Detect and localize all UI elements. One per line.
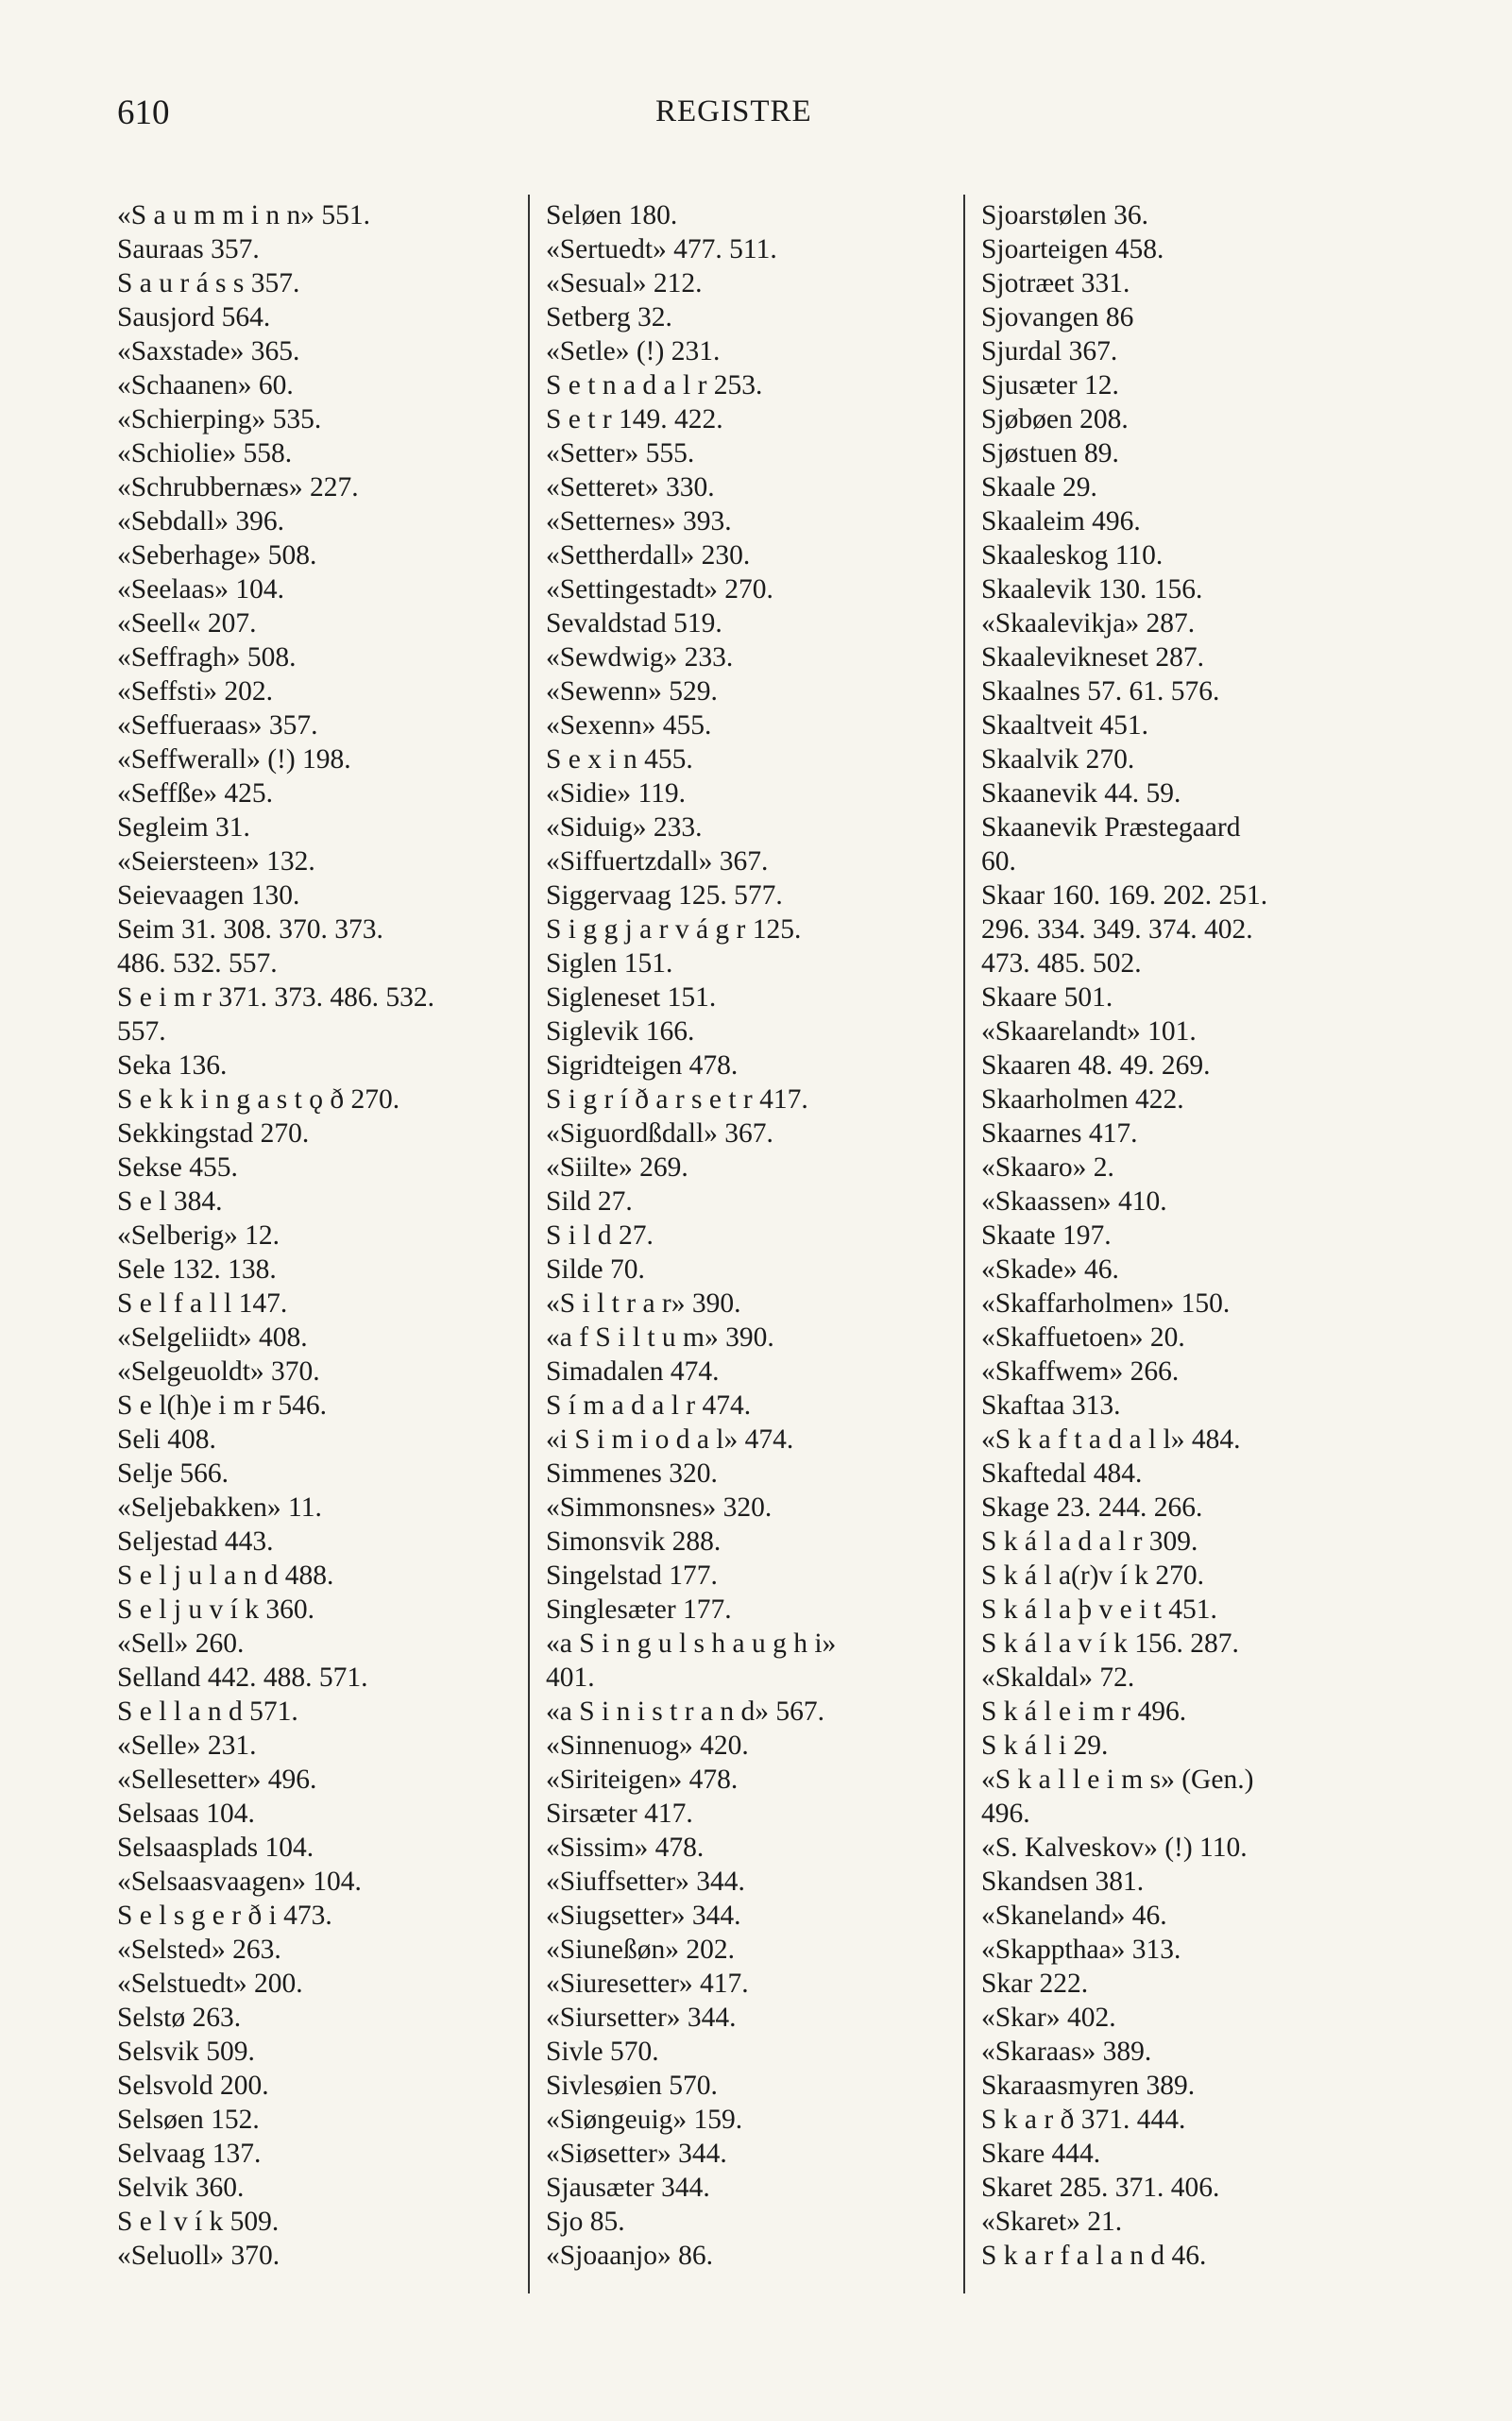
index-entry: «Siuresetter» 417. bbox=[546, 1969, 749, 1999]
index-entry: S í m a d a l r 474. bbox=[546, 1390, 752, 1421]
index-entry: Selje 566. bbox=[117, 1458, 229, 1489]
index-entry: Skaarholmen 422. bbox=[981, 1084, 1184, 1115]
index-entry: Sivlesøien 570. bbox=[546, 2071, 718, 2101]
column-divider bbox=[528, 195, 530, 2293]
index-entry: «a S i n i s t r a n d» 567. bbox=[546, 1696, 824, 1727]
index-entry: «Seluoll» 370. bbox=[117, 2241, 280, 2271]
index-entry: «Skaldal» 72. bbox=[981, 1662, 1135, 1693]
index-entry-continuation: 401. bbox=[546, 1662, 595, 1693]
index-entry: «Sesual» 212. bbox=[546, 268, 703, 298]
index-entry: Simmenes 320. bbox=[546, 1458, 718, 1489]
index-entry: S e l f a l l 147. bbox=[117, 1288, 288, 1319]
index-entry: «Saxstade» 365. bbox=[117, 336, 300, 367]
index-entry: «Sewenn» 529. bbox=[546, 676, 718, 707]
index-entry: S k á l a(r)v í k 270. bbox=[981, 1560, 1204, 1591]
index-entry: S e l l a n d 571. bbox=[117, 1696, 298, 1727]
index-entry: «Settherdall» 230. bbox=[546, 540, 751, 571]
index-entry: Sjovangen 86 bbox=[981, 302, 1134, 332]
index-entry: S k á l a v í k 156. 287. bbox=[981, 1628, 1239, 1659]
index-entry: «Siursetter» 344. bbox=[546, 2003, 737, 2033]
index-entry: «Seffragh» 508. bbox=[117, 642, 297, 673]
index-entry: Selstø 263. bbox=[117, 2003, 242, 2033]
index-entry: Seievaagen 130. bbox=[117, 880, 300, 911]
index-entry: Sele 132. 138. bbox=[117, 1254, 277, 1285]
index-entry: S k á l a þ v e i t 451. bbox=[981, 1594, 1217, 1625]
index-entry: «Skaassen» 410. bbox=[981, 1186, 1167, 1217]
index-entry-continuation: 557. bbox=[117, 1016, 166, 1047]
index-entry: «Schiolie» 558. bbox=[117, 438, 293, 469]
index-entry: Skaraasmyren 389. bbox=[981, 2071, 1196, 2101]
index-entry: S e l s g e r ð i 473. bbox=[117, 1901, 332, 1931]
index-entry: S k a r ð 371. 444. bbox=[981, 2105, 1186, 2135]
index-entry: «Schrubbernæs» 227. bbox=[117, 472, 359, 503]
index-entry: «Skaaro» 2. bbox=[981, 1152, 1114, 1183]
index-entry: Siglevik 166. bbox=[546, 1016, 695, 1047]
index-entry: «Seell« 207. bbox=[117, 608, 257, 639]
index-entry: «Skar» 402. bbox=[981, 2003, 1116, 2033]
index-entry: Sjoarstølen 36. bbox=[981, 200, 1148, 230]
index-entry: «Skaneland» 46. bbox=[981, 1901, 1167, 1931]
index-entry: Singlesæter 177. bbox=[546, 1594, 732, 1625]
index-entry: Sekkingstad 270. bbox=[117, 1118, 310, 1149]
index-entry: Siggervaag 125. 577. bbox=[546, 880, 783, 911]
index-entry: Selland 442. 488. 571. bbox=[117, 1662, 368, 1693]
index-entry: S e k k i n g a s t ǫ ð 270. bbox=[117, 1084, 400, 1115]
index-entry: «Schaanen» 60. bbox=[117, 370, 294, 401]
index-entry: Silde 70. bbox=[546, 1254, 645, 1285]
index-entry: «i S i m i o d a l» 474. bbox=[546, 1424, 794, 1455]
index-entry: Skaar 160. 169. 202. 251. bbox=[981, 880, 1268, 911]
index-entry: S e l 384. bbox=[117, 1186, 223, 1217]
index-entry: «Skaraas» 389. bbox=[981, 2037, 1152, 2067]
index-entry: «Skappthaa» 313. bbox=[981, 1935, 1181, 1965]
index-entry: «Sidie» 119. bbox=[546, 778, 687, 809]
index-entry: S e t r 149. 422. bbox=[546, 404, 723, 435]
index-entry: Sauraas 357. bbox=[117, 234, 260, 264]
index-entry: «Seffwerall» (!) 198. bbox=[117, 744, 351, 775]
index-entry: Skaaltveit 451. bbox=[981, 710, 1148, 741]
index-entry: «Setle» (!) 231. bbox=[546, 336, 721, 367]
index-entry: Skaanevik 44. 59. bbox=[981, 778, 1181, 809]
index-entry: S k á l e i m r 496. bbox=[981, 1696, 1187, 1727]
index-entry: Selsaas 104. bbox=[117, 1799, 255, 1829]
index-entry: «Skade» 46. bbox=[981, 1254, 1119, 1285]
index-entry: Sausjord 564. bbox=[117, 302, 271, 332]
page-number: 610 bbox=[117, 94, 170, 132]
index-entry: Seka 136. bbox=[117, 1050, 228, 1081]
index-entry: Selvik 360. bbox=[117, 2173, 245, 2203]
index-entry: Skare 444. bbox=[981, 2139, 1101, 2169]
index-entry: Simadalen 474. bbox=[546, 1356, 720, 1387]
index-entry: «Sissim» 478. bbox=[546, 1833, 705, 1863]
index-entry: Sivle 570. bbox=[546, 2037, 659, 2067]
index-entry: Skage 23. 244. 266. bbox=[981, 1492, 1203, 1523]
index-entry: S k á l a d a l r 309. bbox=[981, 1526, 1198, 1557]
index-entry: Siglen 151. bbox=[546, 948, 673, 979]
index-entry: Sjotræet 331. bbox=[981, 268, 1130, 298]
index-entry: «Seffsti» 202. bbox=[117, 676, 273, 707]
index-entry: «Sertuedt» 477. 511. bbox=[546, 234, 777, 264]
index-entry: «Selberig» 12. bbox=[117, 1220, 280, 1251]
index-entry: «Skaarelandt» 101. bbox=[981, 1016, 1197, 1047]
index-entry: Skaate 197. bbox=[981, 1220, 1112, 1251]
index-entry: Skar 222. bbox=[981, 1969, 1089, 1999]
index-entry: «Seffße» 425. bbox=[117, 778, 273, 809]
index-entry: «Skaffarholmen» 150. bbox=[981, 1288, 1231, 1319]
index-entry: Skaftaa 313. bbox=[981, 1390, 1121, 1421]
index-entry: Skaale 29. bbox=[981, 472, 1097, 503]
index-entry: Skaftedal 484. bbox=[981, 1458, 1143, 1489]
index-entry: «Siilte» 269. bbox=[546, 1152, 688, 1183]
index-entry: Simonsvik 288. bbox=[546, 1526, 722, 1557]
index-entry: Skaarnes 417. bbox=[981, 1118, 1138, 1149]
index-entry-continuation: 496. bbox=[981, 1799, 1030, 1829]
index-entry: «Simmonsnes» 320. bbox=[546, 1492, 773, 1523]
index-entry: «Seiersteen» 132. bbox=[117, 846, 315, 877]
index-entry: «Settingestadt» 270. bbox=[546, 574, 773, 605]
index-entry: Sjøbøen 208. bbox=[981, 404, 1129, 435]
index-entry: «S. Kalveskov» (!) 110. bbox=[981, 1833, 1248, 1863]
index-entry: «Selle» 231. bbox=[117, 1731, 257, 1761]
index-entry: «Seffueraas» 357. bbox=[117, 710, 318, 741]
index-entry: Sirsæter 417. bbox=[546, 1799, 693, 1829]
index-entry: «S i l t r a r» 390. bbox=[546, 1288, 741, 1319]
index-entry: Selsvold 200. bbox=[117, 2071, 269, 2101]
index-entry: «Skaret» 21. bbox=[981, 2207, 1123, 2237]
index-entry-continuation: 296. 334. 349. 374. 402. bbox=[981, 914, 1253, 945]
index-entry: Skaalevikneset 287. bbox=[981, 642, 1204, 673]
index-entry: «Siriteigen» 478. bbox=[546, 1765, 739, 1795]
index-entry: S i l d 27. bbox=[546, 1220, 654, 1251]
index-entry: «Siuffsetter» 344. bbox=[546, 1867, 745, 1897]
index-entry: «Skaalevikja» 287. bbox=[981, 608, 1196, 639]
page-header bbox=[117, 93, 1383, 149]
index-entry: Selsvik 509. bbox=[117, 2037, 255, 2067]
index-entry: S i g g j a r v á g r 125. bbox=[546, 914, 802, 945]
index-entry: «Siduig» 233. bbox=[546, 812, 703, 843]
index-entry: Seli 408. bbox=[117, 1424, 216, 1455]
index-entry: Skaaleim 496. bbox=[981, 506, 1141, 537]
index-entry: Segleim 31. bbox=[117, 812, 250, 843]
index-entry: S a u r á s s 357. bbox=[117, 268, 300, 298]
index-entry: «Selgeuoldt» 370. bbox=[117, 1356, 320, 1387]
index-entry: «a S i n g u l s h a u g h i» bbox=[546, 1628, 837, 1659]
index-entry: «Sell» 260. bbox=[117, 1628, 245, 1659]
index-entry: Skaaren 48. 49. 269. bbox=[981, 1050, 1211, 1081]
index-entry: S e l(h)e i m r 546. bbox=[117, 1390, 328, 1421]
index-entry: Sevaldstad 519. bbox=[546, 608, 722, 639]
index-entry: Skaanevik Præstegaard bbox=[981, 812, 1241, 843]
index-entry: «Siguordßdall» 367. bbox=[546, 1118, 773, 1149]
index-entry: S e i m r 371. 373. 486. 532. bbox=[117, 982, 434, 1013]
index-entry: Sild 27. bbox=[546, 1186, 633, 1217]
index-entry: «Sjoaanjo» 86. bbox=[546, 2241, 713, 2271]
index-entry: «Setternes» 393. bbox=[546, 506, 732, 537]
index-column-3 bbox=[981, 198, 1397, 2273]
index-entry: S e l j u l a n d 488. bbox=[117, 1560, 334, 1591]
index-entry: Selsaasplads 104. bbox=[117, 1833, 314, 1863]
index-column-1 bbox=[117, 198, 514, 2273]
index-entry: «S k a f t a d a l l» 484. bbox=[981, 1424, 1241, 1455]
index-entry: S k a r f a l a n d 46. bbox=[981, 2241, 1207, 2271]
index-entry: Sjøstuen 89. bbox=[981, 438, 1119, 469]
index-entry: S e l v í k 509. bbox=[117, 2207, 280, 2237]
index-entry-continuation: 60. bbox=[981, 846, 1016, 877]
index-entry: Skandsen 381. bbox=[981, 1867, 1145, 1897]
index-entry: «Selsted» 263. bbox=[117, 1935, 281, 1965]
index-entry: Skaalevik 130. 156. bbox=[981, 574, 1203, 605]
index-entry: Skaare 501. bbox=[981, 982, 1113, 1013]
index-entry: Selsøen 152. bbox=[117, 2105, 260, 2135]
index-entry: «Sebdall» 396. bbox=[117, 506, 284, 537]
index-entry-continuation: 486. 532. 557. bbox=[117, 948, 278, 979]
index-entry: Seløen 180. bbox=[546, 200, 678, 230]
index-entry: S e l j u v í k 360. bbox=[117, 1594, 314, 1625]
index-entry: Selvaag 137. bbox=[117, 2139, 262, 2169]
index-column-2 bbox=[546, 198, 943, 2273]
index-entry: Setberg 32. bbox=[546, 302, 672, 332]
index-entry: «Siøngeuig» 159. bbox=[546, 2105, 743, 2135]
column-divider bbox=[963, 195, 965, 2293]
index-entry: «a f S i l t u m» 390. bbox=[546, 1322, 774, 1353]
index-entry: Skaalnes 57. 61. 576. bbox=[981, 676, 1220, 707]
index-entry: Skaret 285. 371. 406. bbox=[981, 2173, 1220, 2203]
index-entry: S e x i n 455. bbox=[546, 744, 693, 775]
index-entry: «S k a l l e i m s» (Gen.) bbox=[981, 1765, 1254, 1795]
index-entry: «Skaffuetoen» 20. bbox=[981, 1322, 1185, 1353]
index-entry: «Selsaasvaagen» 104. bbox=[117, 1867, 362, 1897]
index-entry: «Sewdwig» 233. bbox=[546, 642, 734, 673]
index-entry: S k á l i 29. bbox=[981, 1731, 1109, 1761]
index-entry: «Siugsetter» 344. bbox=[546, 1901, 741, 1931]
index-entry: Seljestad 443. bbox=[117, 1526, 274, 1557]
index-entry: Sjusæter 12. bbox=[981, 370, 1119, 401]
index-entry: Sjurdal 367. bbox=[981, 336, 1118, 367]
index-entry-continuation: 473. 485. 502. bbox=[981, 948, 1142, 979]
index-entry: «Selstuedt» 200. bbox=[117, 1969, 303, 1999]
index-entry: Sjausæter 344. bbox=[546, 2173, 710, 2203]
index-entry: «Seberhage» 508. bbox=[117, 540, 317, 571]
index-entry: «Schierping» 535. bbox=[117, 404, 322, 435]
running-title: REGISTRE bbox=[655, 94, 812, 128]
index-entry: S e t n a d a l r 253. bbox=[546, 370, 763, 401]
index-entry: «Seelaas» 104. bbox=[117, 574, 284, 605]
index-entry: Sigridteigen 478. bbox=[546, 1050, 739, 1081]
index-entry: «Siuneßøn» 202. bbox=[546, 1935, 735, 1965]
index-entry: «Siffuertzdall» 367. bbox=[546, 846, 769, 877]
index-entry: «Selgeliidt» 408. bbox=[117, 1322, 308, 1353]
index-entry: «S a u m m i n n» 551. bbox=[117, 200, 370, 230]
index-entry: Skaaleskog 110. bbox=[981, 540, 1164, 571]
index-entry: «Siøsetter» 344. bbox=[546, 2139, 727, 2169]
index-entry: «Sinnenuog» 420. bbox=[546, 1731, 749, 1761]
index-entry: «Sellesetter» 496. bbox=[117, 1765, 317, 1795]
index-entry: «Sexenn» 455. bbox=[546, 710, 712, 741]
index-entry: «Skaffwem» 266. bbox=[981, 1356, 1180, 1387]
index-entry: Sjo 85. bbox=[546, 2207, 625, 2237]
index-entry: Seim 31. 308. 370. 373. bbox=[117, 914, 383, 945]
index-entry: Sekse 455. bbox=[117, 1152, 238, 1183]
index-entry: «Setter» 555. bbox=[546, 438, 695, 469]
index-entry: Sigleneset 151. bbox=[546, 982, 717, 1013]
index-entry: «Setteret» 330. bbox=[546, 472, 715, 503]
index-entry: S i g r í ð a r s e t r 417. bbox=[546, 1084, 808, 1115]
index-entry: Skaalvik 270. bbox=[981, 744, 1135, 775]
index-entry: «Seljebakken» 11. bbox=[117, 1492, 322, 1523]
index-entry: Singelstad 177. bbox=[546, 1560, 718, 1591]
index-entry: Sjoarteigen 458. bbox=[981, 234, 1164, 264]
